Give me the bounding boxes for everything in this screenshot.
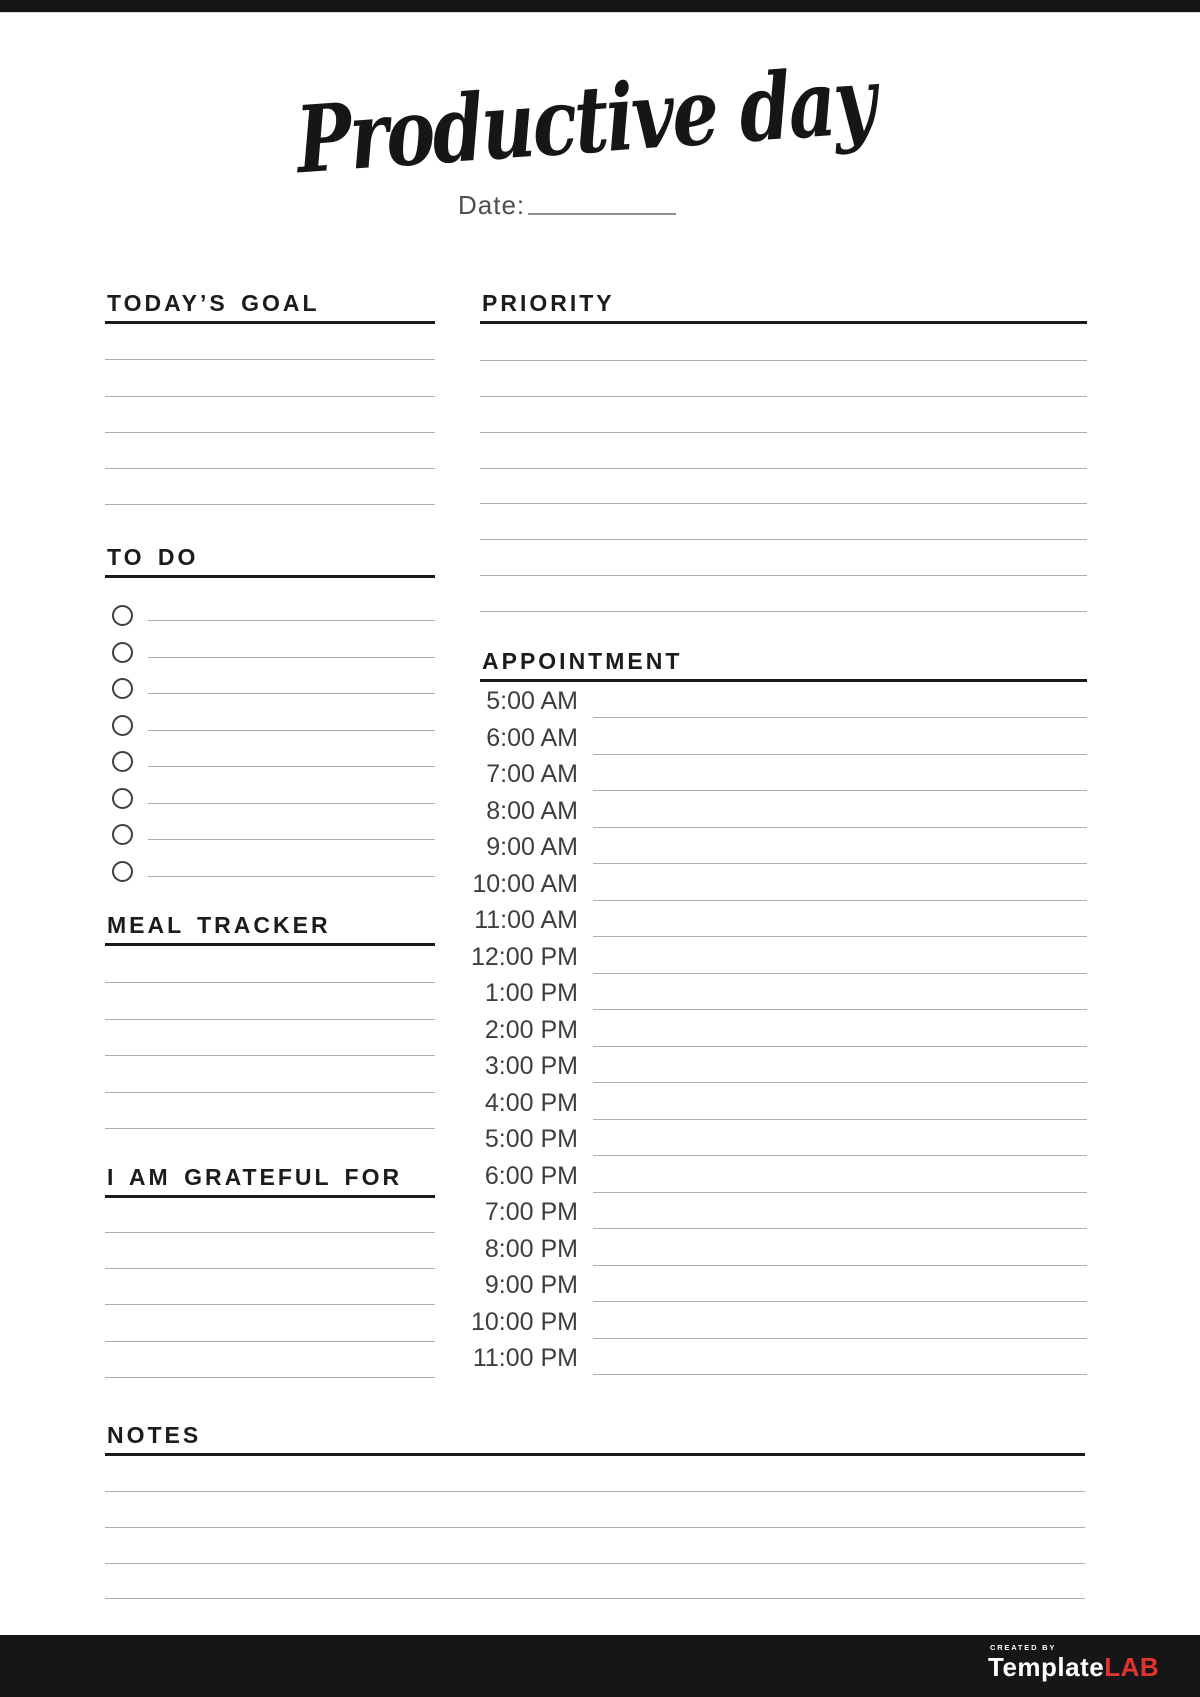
priority-title: PRIORITY [482,290,615,316]
appointment-row [445,1193,1087,1230]
appointment-row [445,864,1087,901]
appointment-time-label: 4:00 PM [484,1088,578,1117]
templatelab-logo [988,1644,1159,1681]
appointment-list [445,682,1087,1376]
appointment-row [445,1266,1087,1303]
appointment-row [445,1010,1087,1047]
brand-template-text: Template [988,1651,1105,1682]
grateful-section-header [105,1163,435,1198]
appointment-row [445,1047,1087,1084]
appointment-time-label: 2:00 PM [484,1015,578,1044]
checkbox-circle-icon [112,788,133,809]
appointment-writing-line [593,1374,1087,1375]
writing-line [105,397,435,433]
writing-line [105,1342,435,1378]
appointment-row [445,718,1087,755]
appointment-row [445,937,1087,974]
writing-line [480,469,1087,505]
writing-line [105,324,435,360]
todays-goal-title: TODAY’S GOAL [107,290,320,316]
appointment-time-label: 5:00 PM [484,1125,578,1153]
todo-row [105,840,435,877]
appointment-row [445,1302,1087,1339]
appointment-time-label: 11:00 AM [474,906,578,934]
appointment-time-label: 11:00 PM [472,1344,578,1372]
appointment-time-label: 7:00 AM [486,760,578,788]
writing-line [105,1056,435,1093]
appointment-writing-line [593,1082,1087,1083]
appointment-writing-line [593,1192,1087,1193]
writing-line [105,1197,435,1233]
notes-lines [105,1457,1085,1600]
appointment-writing-line [593,1228,1087,1229]
writing-line [105,947,435,984]
writing-line [480,576,1087,612]
todo-writing-line [148,730,435,731]
appointment-writing-line [593,1338,1087,1339]
todo-row [105,767,435,804]
writing-line [105,1528,1085,1564]
todo-row [105,694,435,731]
notes-title: NOTES [107,1422,202,1448]
appointment-row [445,682,1087,719]
priority-lines [480,325,1087,612]
appointment-time-label: 12:00 PM [470,942,578,971]
appointment-writing-line [593,790,1087,791]
checkbox-circle-icon [112,861,133,882]
writing-line [105,1305,435,1341]
writing-line [105,1457,1085,1493]
writing-line [105,360,435,396]
meal-tracker-lines [105,947,435,1130]
appointment-writing-line [593,717,1087,718]
appointment-time-label: 5:00 AM [486,687,578,715]
todo-row [105,804,435,841]
created-by-label: CREATED BY [990,1643,1057,1652]
todays-goal-lines [105,324,435,505]
appointment-writing-line [593,754,1087,755]
meal-tracker-title: MEAL TRACKER [107,912,331,938]
todo-row [105,658,435,695]
appointment-time-label: 7:00 PM [484,1198,578,1226]
appointment-row [445,974,1087,1011]
templatelab-wordmark [988,1651,1160,1682]
writing-line [480,397,1087,433]
writing-line [105,1269,435,1305]
appointment-time-label: 9:00 PM [484,1271,578,1299]
checkbox-circle-icon [112,678,133,699]
todo-writing-line [148,839,435,840]
writing-line [480,433,1087,469]
todo-section-header [105,543,435,578]
meal-tracker-section-header [105,911,435,946]
writing-line [105,1020,435,1057]
appointment-row [445,1339,1087,1376]
writing-line [480,540,1087,576]
todo-title: TO DO [107,544,199,570]
appointment-time-label: 1:00 PM [484,979,578,1007]
todo-writing-line [148,876,435,877]
appointment-row [445,791,1087,828]
appointment-row [445,828,1087,865]
appointment-row [445,901,1087,938]
appointment-row [445,1229,1087,1266]
appointment-row [445,1083,1087,1120]
grateful-lines [105,1197,435,1378]
appointment-writing-line [593,863,1087,864]
writing-line [105,1492,1085,1528]
appointment-writing-line [593,973,1087,974]
appointment-writing-line [593,1155,1087,1156]
todo-list [105,585,435,877]
writing-line [105,1093,435,1130]
appointment-time-label: 6:00 AM [486,723,578,752]
writing-line [105,1233,435,1269]
appointment-row [445,1120,1087,1157]
todo-writing-line [148,766,435,767]
appointment-writing-line [593,1265,1087,1266]
writing-line [105,983,435,1020]
appointment-writing-line [593,1119,1087,1120]
writing-line [105,433,435,469]
brand-lab-text: LAB [1104,1651,1160,1682]
writing-line [105,1564,1085,1600]
appointment-title: APPOINTMENT [482,648,683,674]
appointment-writing-line [593,827,1087,828]
date-label: Date: [458,190,526,220]
todo-row [105,585,435,622]
checkbox-circle-icon [112,715,133,736]
todo-writing-line [148,657,435,658]
todays-goal-section-header [105,289,435,324]
appointment-time-label: 9:00 AM [486,833,578,861]
appointment-time-label: 6:00 PM [484,1161,578,1190]
appointment-time-label: 10:00 PM [470,1307,578,1336]
appointment-time-label: 10:00 AM [472,869,578,898]
appointment-writing-line [593,936,1087,937]
appointment-time-label: 3:00 PM [484,1052,578,1080]
appointment-writing-line [593,1301,1087,1302]
appointment-time-label: 8:00 AM [486,796,578,825]
checkbox-circle-icon [112,642,133,663]
writing-line [105,469,435,505]
date-writing-line [528,213,676,215]
todo-row [105,621,435,658]
notes-section-header [105,1421,1085,1456]
appointment-writing-line [593,1009,1087,1010]
appointment-time-label: 8:00 PM [484,1234,578,1263]
grateful-title: I AM GRATEFUL FOR [107,1164,403,1190]
page-title: Productive day [292,46,878,195]
appointment-row [445,755,1087,792]
appointment-row [445,1156,1087,1193]
checkbox-circle-icon [112,605,133,626]
todo-writing-line [148,620,435,621]
writing-line [480,504,1087,540]
priority-section-header [480,289,1087,324]
todo-writing-line [148,803,435,804]
writing-line [480,361,1087,397]
appointment-writing-line [593,900,1087,901]
top-black-bar [0,0,1200,13]
appointment-writing-line [593,1046,1087,1047]
appointment-section-header [480,647,1087,682]
todo-row [105,731,435,768]
todo-writing-line [148,693,435,694]
writing-line [480,325,1087,361]
